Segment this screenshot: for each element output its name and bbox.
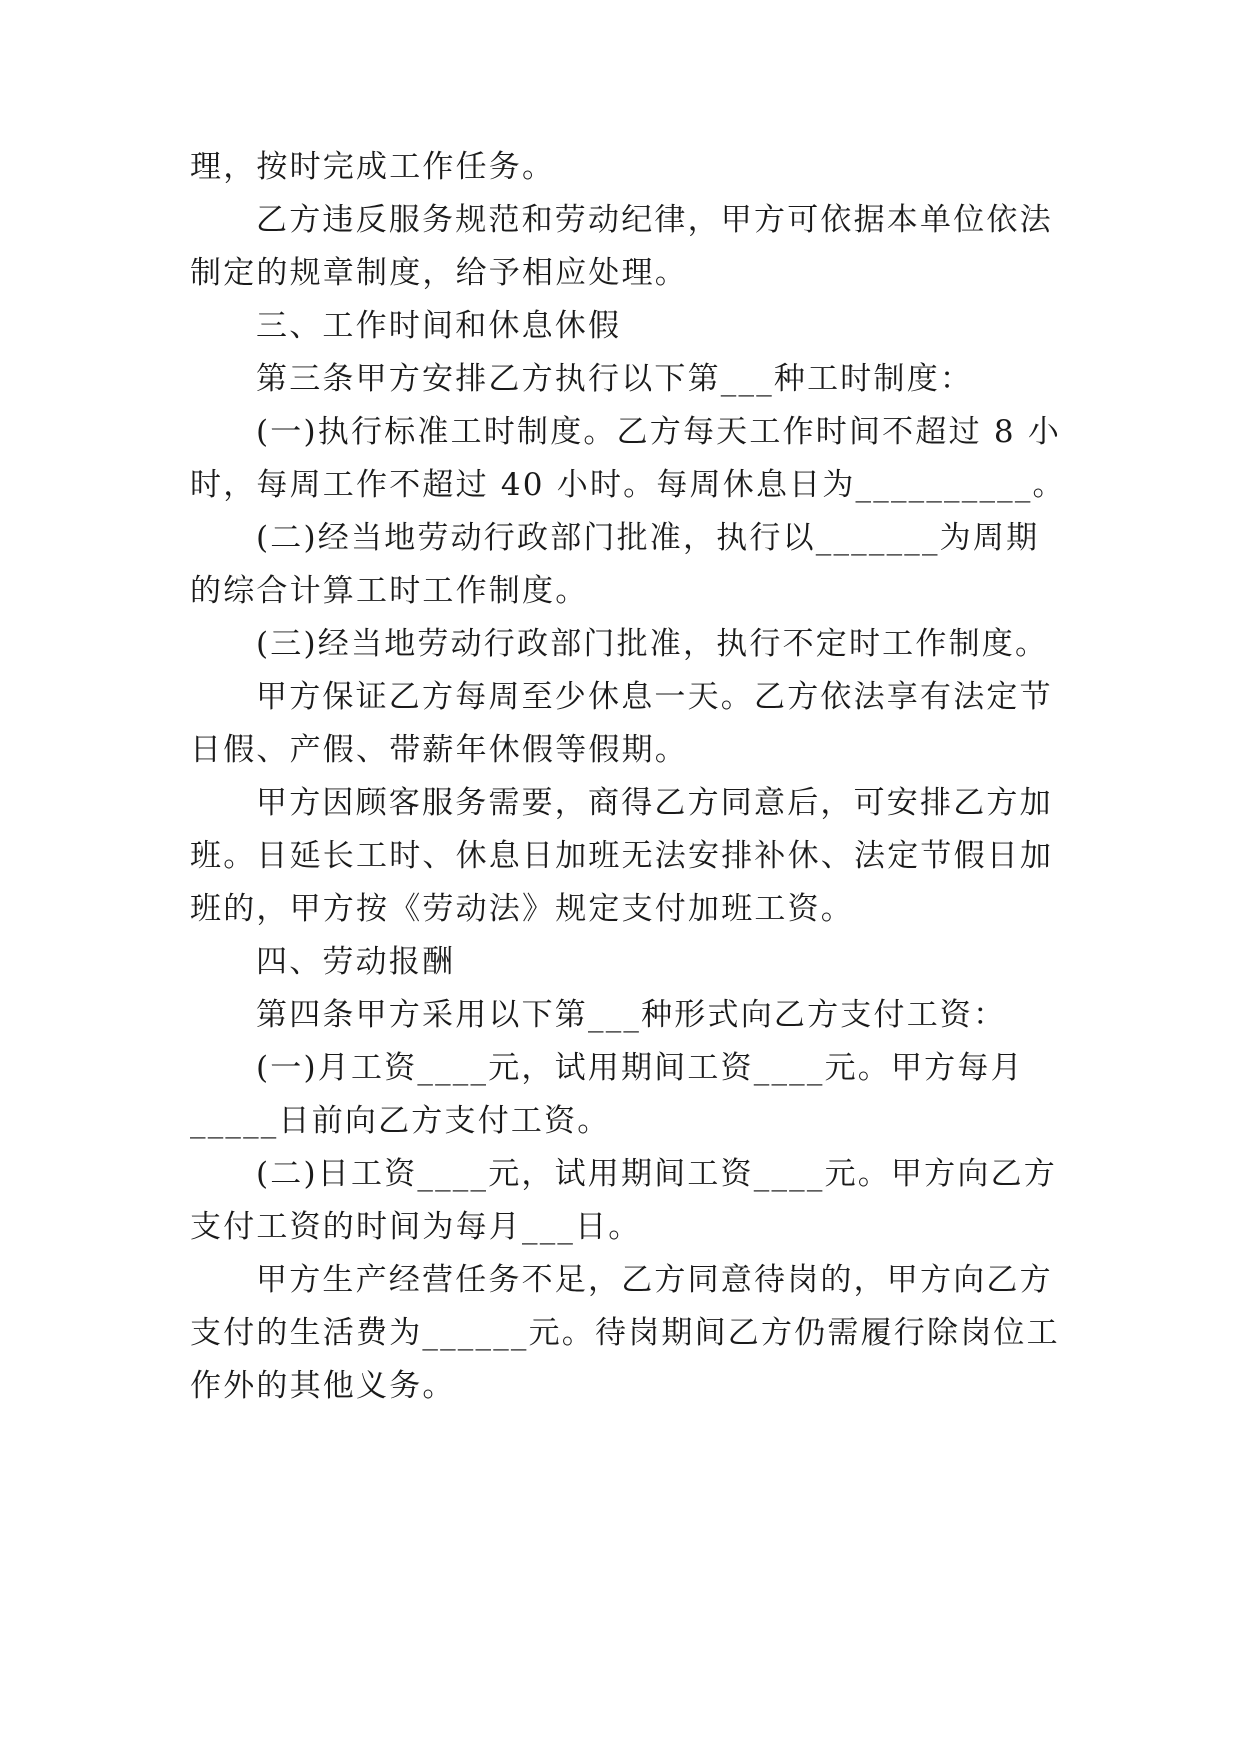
text-line: 班。日延长工时、休息日加班无法安排补休、法定节假日加 xyxy=(190,838,1054,874)
section-heading: 四、劳动报酬 xyxy=(256,944,456,980)
text-line: 作外的其他义务。 xyxy=(190,1368,456,1404)
text-line: 支付的生活费为______元。待岗期间乙方仍需履行除岗位工 xyxy=(190,1315,1060,1351)
text-line: (一)执行标准工时制度。乙方每天工作时间不超过 8 小 xyxy=(256,414,1062,450)
text-line: 的综合计算工时工作制度。 xyxy=(190,573,589,609)
text-line: 时，每周工作不超过 40 小时。每周休息日为__________。 xyxy=(190,467,1066,503)
article-line: 第四条甲方采用以下第___种形式向乙方支付工资： xyxy=(256,997,1007,1033)
text-line: (二)日工资____元，试用期间工资____元。甲方向乙方 xyxy=(256,1156,1057,1192)
text-line: (三)经当地劳动行政部门批准，执行不定时工作制度。 xyxy=(256,626,1049,662)
text-line: _____日前向乙方支付工资。 xyxy=(190,1103,611,1139)
article-line: 第三条甲方安排乙方执行以下第___种工时制度： xyxy=(256,361,974,397)
text-line: 甲方生产经营任务不足，乙方同意待岗的，甲方向乙方 xyxy=(256,1262,1053,1298)
text-line: 制定的规章制度，给予相应处理。 xyxy=(190,255,688,291)
text-line: 乙方违反服务规范和劳动纪律，甲方可依据本单位依法 xyxy=(256,202,1053,238)
text-line: 理，按时完成工作任务。 xyxy=(190,149,556,185)
text-line: 日假、产假、带薪年休假等假期。 xyxy=(190,732,688,768)
text-line: 班的，甲方按《劳动法》规定支付加班工资。 xyxy=(190,891,854,927)
text-line: 支付工资的时间为每月___日。 xyxy=(190,1209,642,1245)
section-heading: 三、工作时间和休息休假 xyxy=(256,308,622,344)
text-line: (一)月工资____元，试用期间工资____元。甲方每月 xyxy=(256,1050,1024,1086)
text-line: 甲方保证乙方每周至少休息一天。乙方依法享有法定节 xyxy=(256,679,1053,715)
text-line: (二)经当地劳动行政部门批准，执行以_______为周期 xyxy=(256,520,1040,556)
text-line: 甲方因顾客服务需要，商得乙方同意后，可安排乙方加 xyxy=(256,785,1053,821)
